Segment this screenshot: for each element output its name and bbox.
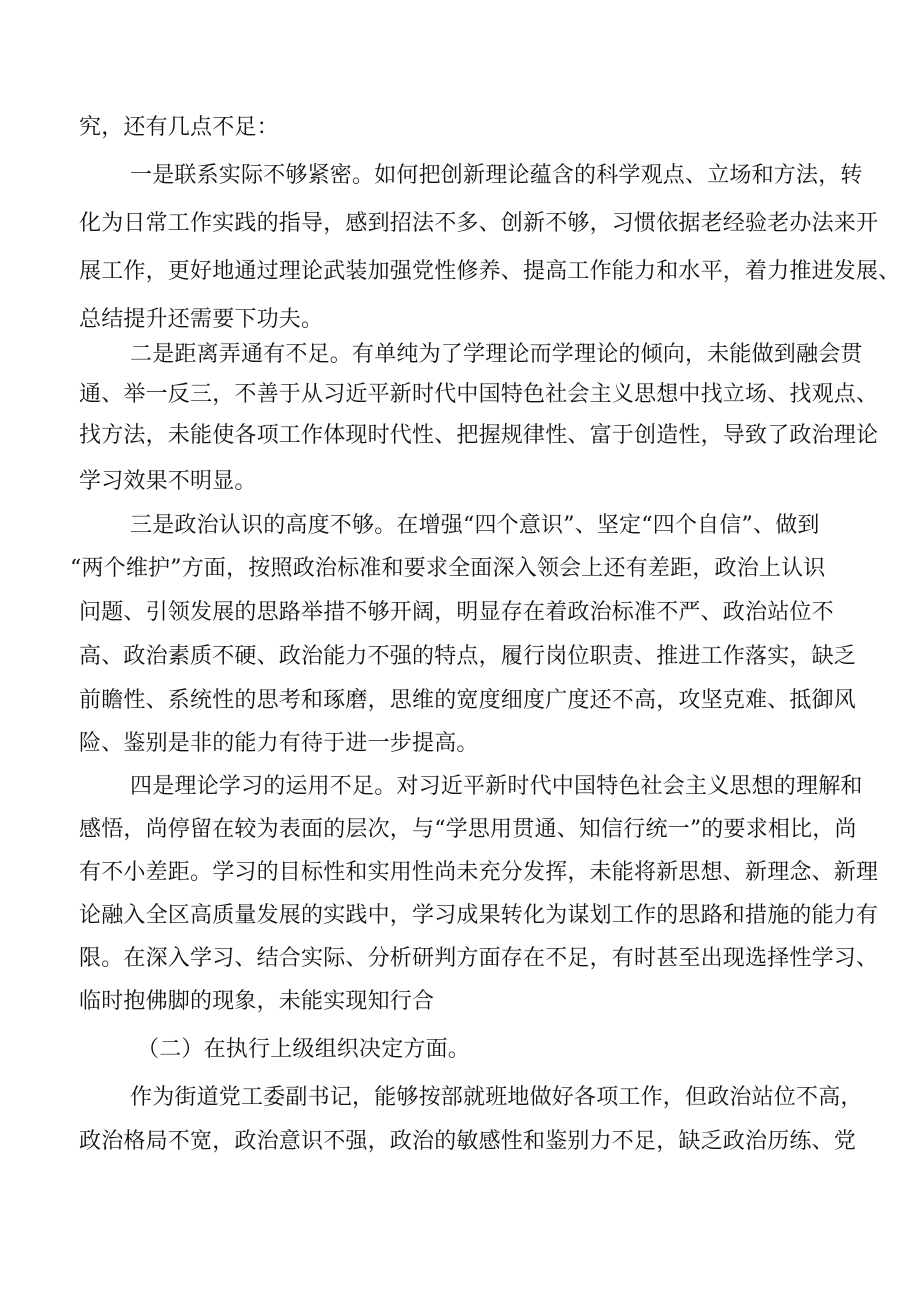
text-line: 临时抱佛脚的现象，未能实现知行合 <box>79 989 435 1014</box>
text-line: 一是联系实际不够紧密。如何把创新理论蕴含的科学观点、立场和方法，转 <box>130 163 863 188</box>
text-line: 找方法，未能使各项工作体现时代性、把握规律性、富于创造性，导致了政治理论 <box>79 423 879 448</box>
section-heading: （二）在执行上级组织决定方面。 <box>137 1037 471 1062</box>
text-line: 二是距离弄通有不足。有单纯为了学理论而学理论的倾向，未能做到融会贯 <box>130 342 863 367</box>
text-line: 究，还有几点不足： <box>79 115 279 140</box>
text-line: 有不小差距。学习的目标性和实用性尚未充分发挥，未能将新思想、新理念、新理 <box>79 860 879 885</box>
text-line: 问题、引领发展的思路举措不够开阔，明显存在着政治标准不严、政治站位不 <box>79 600 834 625</box>
text-line: 作为街道党工委副书记，能够按部就班地做好各项工作，但政治站位不高， <box>130 1085 863 1110</box>
text-line: 学习效果不明显。 <box>79 469 257 494</box>
text-line: 高、政治素质不硬、政治能力不强的特点，履行岗位职责、推进工作落实，缺乏 <box>79 644 857 669</box>
text-line: 通、举一反三，不善于从习近平新时代中国特色社会主义思想中找立场、找观点、 <box>79 382 879 407</box>
text-line: 感悟，尚停留在较为表面的层次，与“学思用贯通、知信行统一”的要求相比，尚 <box>79 817 857 842</box>
text-line: 化为日常工作实践的指导，感到招法不多、创新不够，习惯依据老经验老办法来开 <box>79 211 879 236</box>
text-line: 总结提升还需要下功夫。 <box>79 307 324 332</box>
text-line: 三是政治认识的高度不够。在增强“四个意识”、坚定“四个自信”、做到 <box>130 513 820 538</box>
text-line: 前瞻性、系统性的思考和琢磨，思维的宽度细度广度还不高，攻坚克难、抵御风 <box>79 688 857 713</box>
text-line: 限。在深入学习、结合实际、分析研判方面存在不足，有时甚至出现选择性学习、 <box>79 946 879 971</box>
text-line: 展工作，更好地通过理论武装加强党性修养、提高工作能力和水平，着力推进发展、 <box>79 259 901 284</box>
text-line: 论融入全区高质量发展的实践中，学习成果转化为谋划工作的思路和措施的能力有 <box>79 903 879 928</box>
text-line: 险、鉴别是非的能力有待于进一步提高。 <box>79 731 479 756</box>
text-line: 政治格局不宽，政治意识不强，政治的敏感性和鉴别力不足，缺乏政治历练、党 <box>79 1129 857 1154</box>
text-line: 四是理论学习的运用不足。对习近平新时代中国特色社会主义思想的理解和 <box>130 774 863 799</box>
text-line: “两个维护”方面，按照政治标准和要求全面深入领会上还有差距，政治上认识 <box>70 556 826 581</box>
